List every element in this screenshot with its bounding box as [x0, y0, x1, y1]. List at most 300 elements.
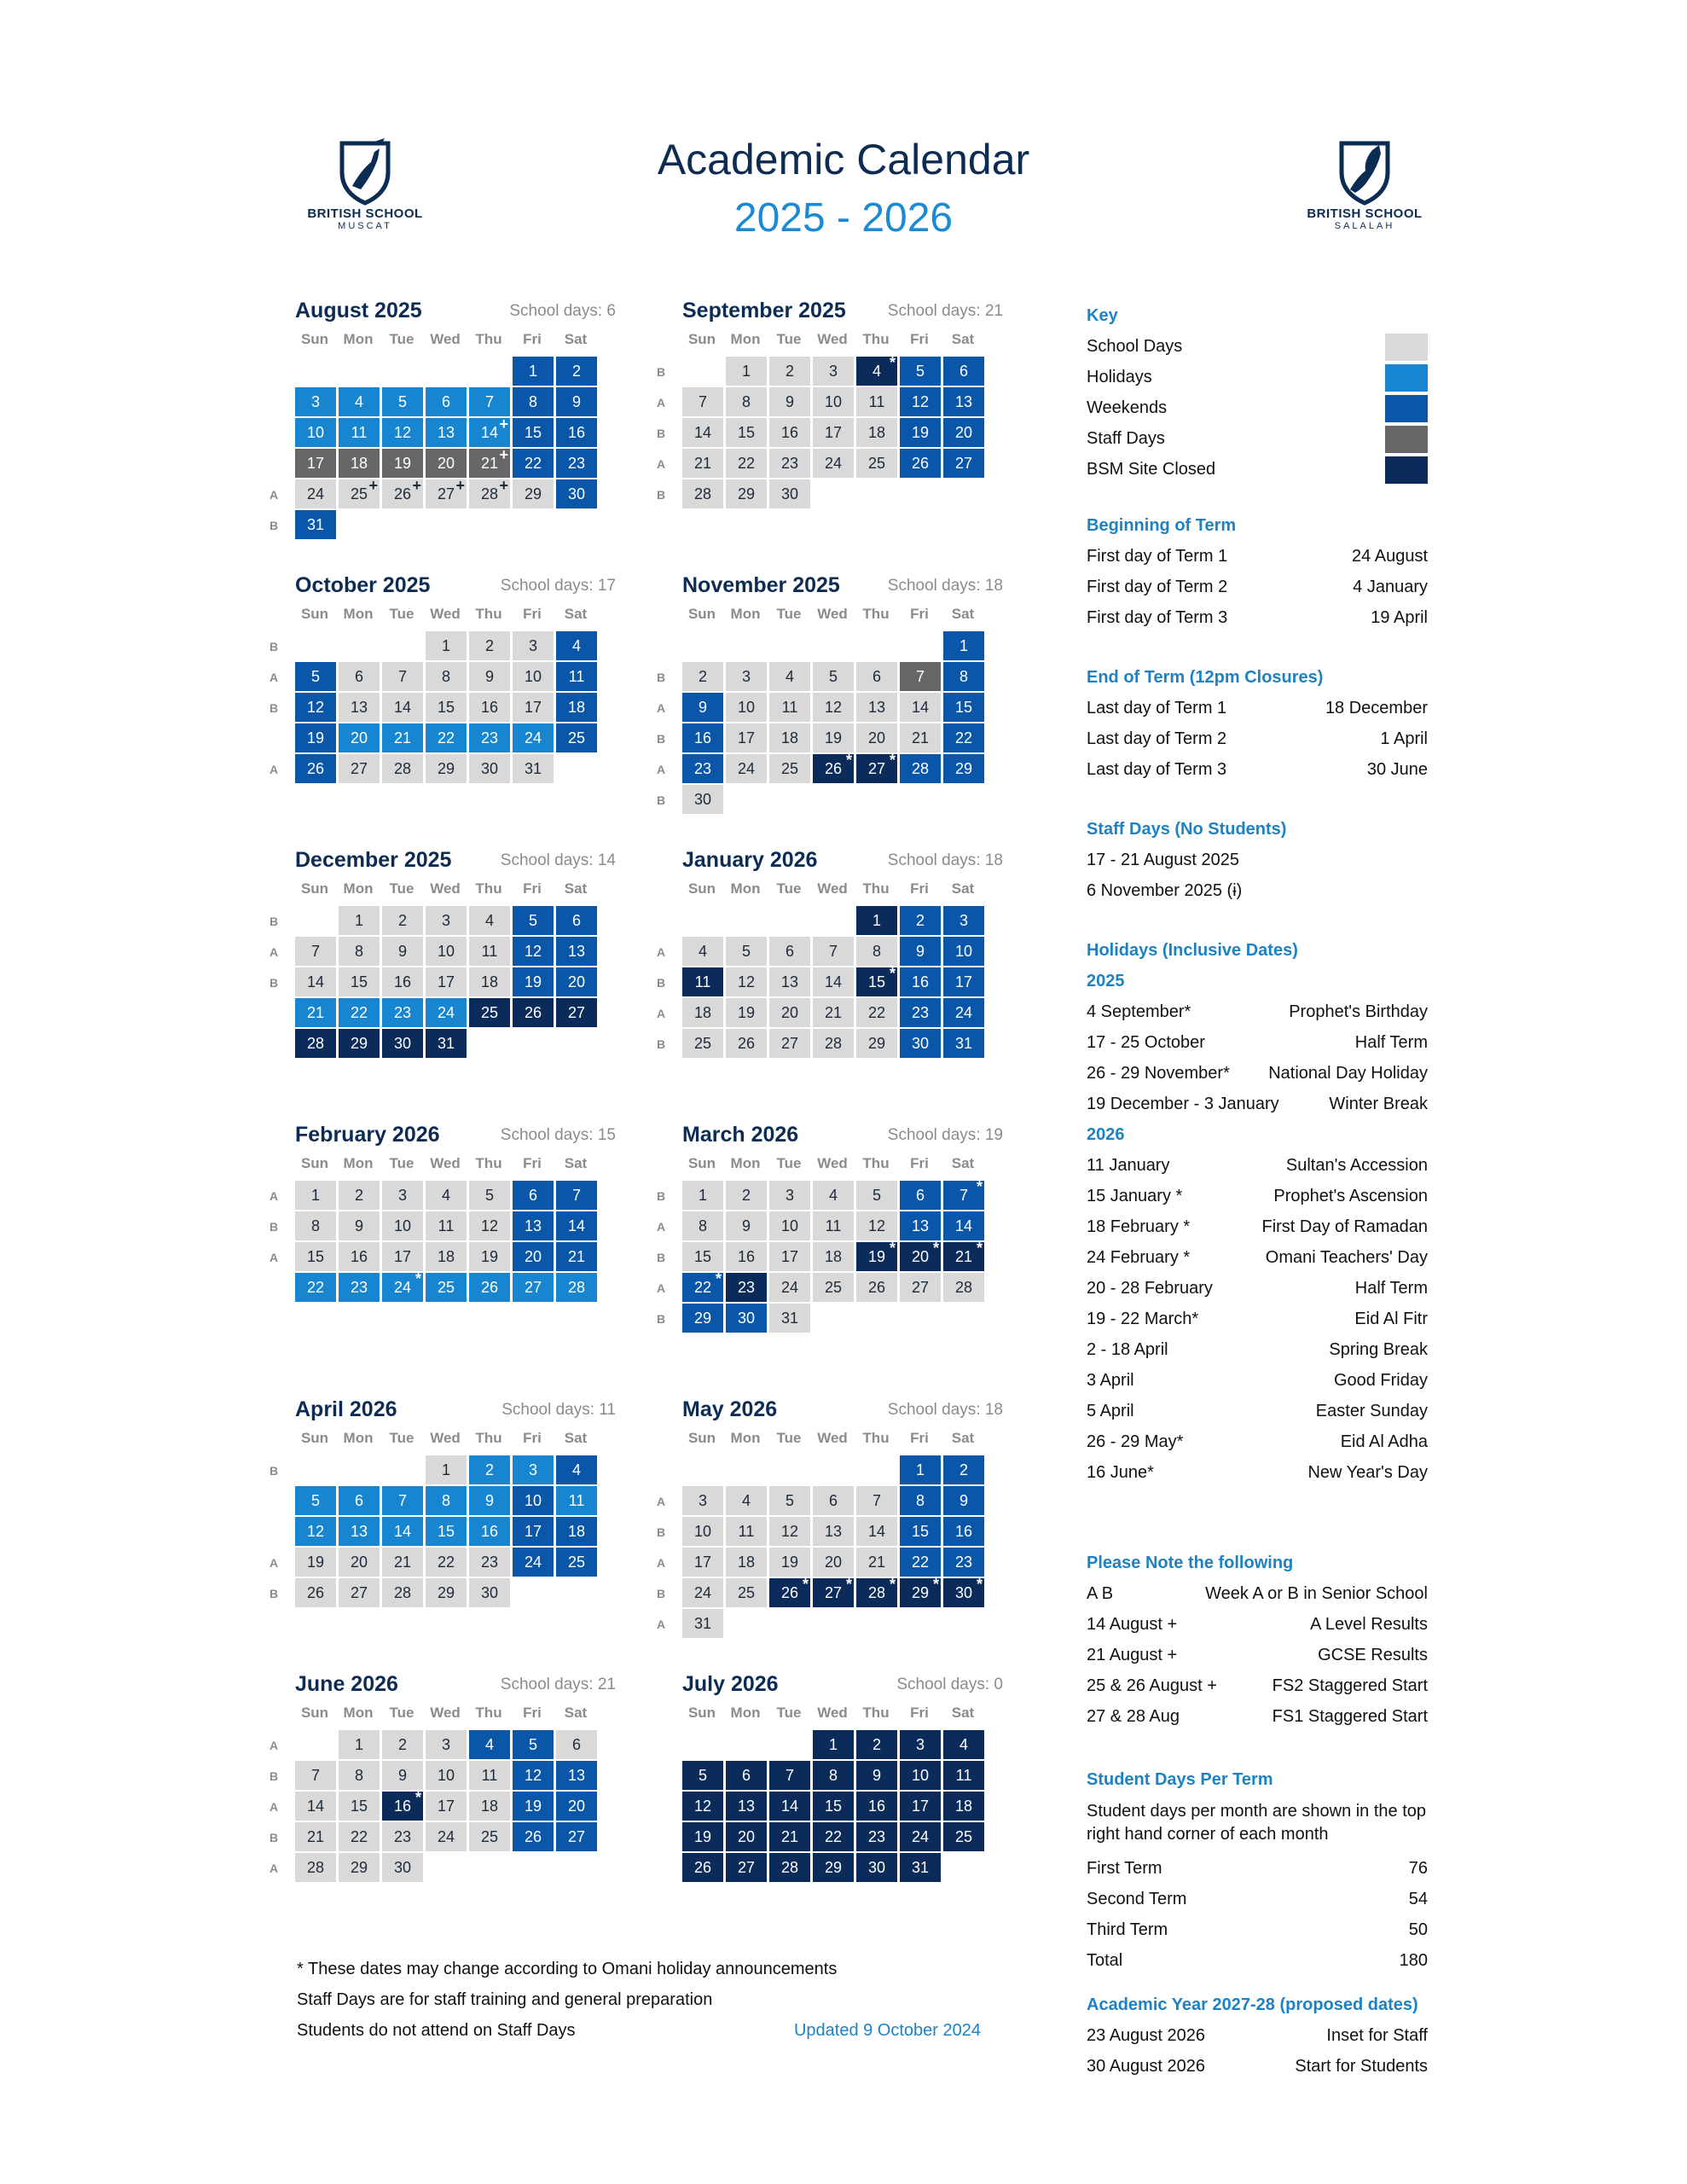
day-cell: 2: [556, 357, 597, 386]
day-cell: 8: [339, 1761, 380, 1790]
day-header: Wed: [430, 1705, 461, 1721]
day-cell: 20: [856, 723, 897, 752]
month-name: May 2026: [682, 1397, 778, 1421]
week-label: A: [657, 1495, 666, 1508]
day-cell: 26: [513, 998, 554, 1027]
day-header: Fri: [523, 880, 542, 897]
day-cell: 2: [856, 1730, 897, 1759]
month-june-2026: [270, 1672, 616, 1914]
day-cell: 22: [339, 1822, 380, 1851]
week-label: A: [657, 1556, 666, 1570]
week-label: A: [657, 1618, 666, 1631]
day-cell: 6: [943, 357, 984, 386]
day-header: Tue: [776, 1155, 802, 1171]
day-cell: 6: [769, 937, 810, 966]
day-cell: 16: [769, 418, 810, 447]
day-header: Sun: [300, 1705, 329, 1721]
day-cell: 5: [382, 387, 423, 416]
student-days-section: [1087, 1764, 1428, 1976]
day-cell: 7: [856, 1486, 897, 1515]
day-cell: 27 +: [426, 479, 467, 508]
day-cell: 29 *: [900, 1578, 941, 1607]
day-cell: 24 *: [382, 1273, 423, 1302]
day-header: Sun: [300, 1155, 329, 1171]
day-cell: 25: [469, 998, 510, 1027]
day-cell: 30: [900, 1029, 941, 1058]
day-header: Tue: [776, 880, 802, 897]
holiday: [1087, 1211, 1428, 1242]
updated-date: Updated 9 October 2024: [793, 2021, 981, 2040]
proposed-date: [1087, 2051, 1428, 2082]
day-cell: 13: [426, 418, 467, 447]
month-name: October 2025: [295, 573, 431, 597]
day-cell: 22: [856, 998, 897, 1027]
day-cell: 9: [943, 1486, 984, 1515]
day-header: Tue: [776, 606, 802, 622]
day-cell: 9: [469, 1486, 510, 1515]
day-cell: 13: [856, 693, 897, 722]
day-header: Sat: [951, 1430, 975, 1446]
academic-years: 2025 - 2026: [733, 195, 954, 241]
day-cell: 11: [469, 937, 510, 966]
week-label: B: [270, 1464, 279, 1478]
school-days-count: School days: 18: [887, 851, 1003, 869]
day-header: Fri: [910, 331, 929, 347]
day-header: Wed: [817, 1155, 848, 1171]
holiday: [1087, 1027, 1428, 1058]
day-cell: 20: [339, 1548, 380, 1577]
date-marker: *: [889, 354, 896, 371]
note: [1087, 1640, 1428, 1670]
week-label: B: [657, 365, 666, 379]
day-cell: 23: [382, 1822, 423, 1851]
logo-salalah: [1288, 136, 1441, 232]
term-end-label: Last day of Term 3: [1087, 760, 1227, 779]
holiday-value: Half Term: [1354, 1033, 1428, 1052]
day-cell: 27: [556, 998, 597, 1027]
day-cell: 3: [943, 906, 984, 935]
week-label: A: [270, 1800, 279, 1814]
day-cell: 22: [295, 1273, 336, 1302]
day-cell: 7 *: [943, 1181, 984, 1210]
day-cell: 19: [513, 1792, 554, 1821]
day-cell: 18: [469, 967, 510, 996]
key-swatch: [1385, 334, 1428, 361]
day-cell: 17: [943, 967, 984, 996]
term-end: [1087, 693, 1428, 723]
month-name: April 2026: [295, 1397, 397, 1421]
day-cell: 11: [682, 967, 723, 996]
term-end-label: Last day of Term 1: [1087, 699, 1227, 717]
day-cell: 4: [556, 631, 597, 660]
day-cell: 31: [426, 1029, 467, 1058]
staff-day-label: 17 - 21 August 2025: [1087, 851, 1240, 869]
day-cell: 25: [769, 754, 810, 783]
week-label: A: [270, 945, 279, 959]
day-cell: 26: [726, 1029, 767, 1058]
key-label: BSM Site Closed: [1087, 460, 1216, 479]
school-days-count: School days: 0: [896, 1676, 1003, 1693]
day-cell: 22 *: [682, 1273, 723, 1302]
date-marker: *: [889, 965, 896, 982]
beginning-section: [1087, 510, 1428, 633]
week-label: B: [657, 1525, 666, 1539]
school-days-count: School days: 6: [509, 302, 616, 320]
day-cell: 7: [295, 937, 336, 966]
day-cell: 16: [726, 1242, 767, 1271]
day-header: Thu: [862, 606, 890, 622]
logo-muscat-line2: MUSCAT: [338, 221, 392, 231]
day-cell: 9: [469, 662, 510, 691]
day-cell: 8: [943, 662, 984, 691]
day-cell: 15: [339, 1792, 380, 1821]
day-header: Thu: [475, 1155, 502, 1171]
week-label: B: [270, 640, 279, 653]
day-cell: 25 +: [339, 479, 380, 508]
key-section: [1087, 300, 1428, 485]
day-cell: 14: [382, 693, 423, 722]
day-cell: 5: [769, 1486, 810, 1515]
day-cell: 24: [426, 1822, 467, 1851]
week-label: B: [657, 793, 666, 807]
day-cell: 24: [769, 1273, 810, 1302]
day-cell: 23: [900, 998, 941, 1027]
holiday: [1087, 1457, 1428, 1488]
day-cell: 12: [513, 937, 554, 966]
day-cell: 24: [943, 998, 984, 1027]
week-label: A: [657, 396, 666, 410]
day-cell: 10: [426, 1761, 467, 1790]
day-cell: 3: [426, 906, 467, 935]
note-label: A B: [1087, 1584, 1114, 1603]
day-cell: 13: [339, 693, 380, 722]
week-label: A: [270, 1739, 279, 1752]
week-label: B: [657, 1037, 666, 1051]
holiday-year: 2026: [1087, 1125, 1125, 1144]
day-cell: 19: [726, 998, 767, 1027]
day-cell: 17: [513, 1517, 554, 1546]
day-cell: 22: [900, 1548, 941, 1577]
day-cell: 9: [726, 1211, 767, 1240]
key-item: [1087, 331, 1428, 362]
day-header: Fri: [523, 331, 542, 347]
month-march-2026: [657, 1123, 1003, 1365]
day-cell: 5: [295, 662, 336, 691]
date-marker: +: [412, 477, 421, 494]
day-cell: 4: [769, 662, 810, 691]
day-header: Thu: [862, 331, 890, 347]
day-cell: 18: [769, 723, 810, 752]
day-cell: 17: [900, 1792, 941, 1821]
day-cell: 4: [339, 387, 380, 416]
day-cell: 8: [426, 1486, 467, 1515]
day-cell: 28: [295, 1853, 336, 1882]
day-cell: 10: [943, 937, 984, 966]
day-cell: 20: [556, 1792, 597, 1821]
day-cell: 7: [682, 387, 723, 416]
month-name: March 2026: [682, 1123, 799, 1147]
day-cell: 27 *: [813, 1578, 854, 1607]
day-header: Tue: [389, 1155, 415, 1171]
term-end-value: 18 December: [1325, 699, 1428, 717]
day-cell: 14: [556, 1211, 597, 1240]
day-cell: 5: [900, 357, 941, 386]
week-label: B: [657, 976, 666, 990]
day-cell: 26: [469, 1273, 510, 1302]
holiday-value: Half Term: [1354, 1279, 1428, 1298]
day-cell: 4 *: [856, 357, 897, 386]
term-start-value: 4 January: [1353, 578, 1428, 596]
day-cell: 15: [813, 1792, 854, 1821]
date-marker: *: [845, 752, 852, 769]
holiday-value: First Day of Ramadan: [1261, 1217, 1428, 1236]
day-cell: 25: [856, 449, 897, 478]
month-january-2026: [657, 848, 1003, 1090]
week-label: A: [270, 1189, 279, 1203]
term-start-label: First day of Term 3: [1087, 608, 1228, 627]
day-cell: 8: [426, 662, 467, 691]
day-header: Tue: [389, 1430, 415, 1446]
key-swatch: [1385, 395, 1428, 422]
day-cell: 14: [943, 1211, 984, 1240]
date-marker: *: [845, 1576, 852, 1593]
day-cell: 17: [382, 1242, 423, 1271]
term-end-value: 1 April: [1380, 729, 1428, 748]
day-header: Tue: [389, 606, 415, 622]
month-name: July 2026: [682, 1672, 779, 1696]
note-value: FS1 Staggered Start: [1272, 1707, 1428, 1726]
day-cell: 24: [513, 723, 554, 752]
day-cell: 11: [943, 1761, 984, 1790]
day-cell: 5: [469, 1181, 510, 1210]
day-cell: 3: [813, 357, 854, 386]
note-value: A Level Results: [1310, 1615, 1428, 1634]
day-header: Fri: [523, 1705, 542, 1721]
day-cell: 26 *: [813, 754, 854, 783]
day-cell: 28: [900, 754, 941, 783]
day-cell: 30: [469, 754, 510, 783]
day-cell: 31: [900, 1853, 941, 1882]
day-cell: 7: [900, 662, 941, 691]
day-cell: 7: [382, 662, 423, 691]
day-cell: 30 *: [943, 1578, 984, 1607]
day-cell: 17: [813, 418, 854, 447]
week-label: B: [270, 976, 279, 990]
day-header: Sat: [564, 1155, 588, 1171]
day-cell: 14: [900, 693, 941, 722]
holiday-value: Spring Break: [1329, 1340, 1428, 1359]
day-cell: 19: [295, 723, 336, 752]
week-label: A: [657, 457, 666, 471]
day-cell: 24: [426, 998, 467, 1027]
week-label: B: [270, 1587, 279, 1600]
day-cell: 6: [813, 1486, 854, 1515]
day-cell: 7: [556, 1181, 597, 1210]
day-cell: 15: [339, 967, 380, 996]
day-cell: 20: [556, 967, 597, 996]
footer-line: * These dates may change according to Omani holiday announcements: [297, 1960, 838, 1978]
day-cell: 25: [726, 1578, 767, 1607]
day-cell: 12: [856, 1211, 897, 1240]
day-cell: 10: [682, 1517, 723, 1546]
day-cell: 29: [726, 479, 767, 508]
holiday-label: 17 - 25 October: [1087, 1033, 1205, 1052]
day-cell: 1: [295, 1181, 336, 1210]
day-cell: 19: [382, 449, 423, 478]
date-marker: *: [889, 1576, 896, 1593]
week-label: A: [270, 1251, 279, 1264]
day-cell: 28: [556, 1273, 597, 1302]
next-year-heading: Academic Year 2027-28 (proposed dates): [1087, 1995, 1418, 2014]
day-cell: 11: [726, 1517, 767, 1546]
day-cell: 17: [513, 693, 554, 722]
day-cell: 3: [426, 1730, 467, 1759]
holiday-label: 24 February *: [1087, 1248, 1191, 1267]
school-days-count: School days: 14: [500, 851, 616, 869]
term-days-label: First Term: [1087, 1859, 1162, 1878]
day-header: Sat: [951, 880, 975, 897]
holiday: [1087, 1304, 1428, 1334]
day-cell: 25: [943, 1822, 984, 1851]
day-cell: 15: [295, 1242, 336, 1271]
holiday-label: 19 December - 3 January: [1087, 1095, 1279, 1113]
day-header: Fri: [523, 1430, 542, 1446]
week-label: A: [657, 701, 666, 715]
day-cell: 14: [382, 1517, 423, 1546]
day-cell: 8: [813, 1761, 854, 1790]
day-header: Thu: [862, 1430, 890, 1446]
day-header: Tue: [776, 331, 802, 347]
week-label: B: [657, 671, 666, 684]
proposed-date-label: 30 August 2026: [1087, 2057, 1206, 2076]
day-cell: 26: [900, 449, 941, 478]
date-marker: *: [415, 1270, 421, 1287]
key-swatch: [1385, 456, 1428, 484]
day-cell: 20: [426, 449, 467, 478]
key-item: [1087, 362, 1428, 392]
day-cell: 15: [682, 1242, 723, 1271]
day-cell: 7: [469, 387, 510, 416]
week-label: A: [270, 763, 279, 776]
day-cell: 16: [556, 418, 597, 447]
day-cell: 25: [813, 1273, 854, 1302]
day-cell: 13: [726, 1792, 767, 1821]
day-cell: 18: [556, 693, 597, 722]
day-header: Mon: [343, 1705, 374, 1721]
day-cell: 29: [339, 1029, 380, 1058]
day-cell: 6: [856, 662, 897, 691]
day-cell: 3: [513, 1455, 554, 1484]
day-cell: 4: [943, 1730, 984, 1759]
footer-line: Staff Days are for staff training and general preparation: [297, 1990, 713, 2009]
holiday-label: 15 January *: [1087, 1187, 1183, 1205]
day-cell: 21: [900, 723, 941, 752]
day-cell: 11: [769, 693, 810, 722]
key-label: School Days: [1087, 337, 1183, 356]
week-label: B: [657, 427, 666, 440]
day-cell: 21: [382, 723, 423, 752]
month-september-2025: [657, 299, 1003, 541]
day-cell: 16: [900, 967, 941, 996]
day-cell: 21: [769, 1822, 810, 1851]
day-cell: 16: [382, 967, 423, 996]
day-cell: 16: [856, 1792, 897, 1821]
day-header: Thu: [475, 606, 502, 622]
day-cell: 29: [426, 754, 467, 783]
day-cell: 23: [682, 754, 723, 783]
day-header: Wed: [817, 1705, 848, 1721]
holidays-section: [1087, 935, 1428, 1488]
holiday-value: Omani Teachers' Day: [1265, 1248, 1428, 1267]
day-header: Tue: [389, 1705, 415, 1721]
day-header: Mon: [730, 606, 761, 622]
day-cell: 18: [339, 449, 380, 478]
day-cell: 10: [813, 387, 854, 416]
day-header: Sun: [300, 1430, 329, 1446]
day-cell: 6: [556, 1730, 597, 1759]
day-header: Sat: [951, 1155, 975, 1171]
day-header: Wed: [817, 1430, 848, 1446]
note: [1087, 1578, 1428, 1609]
day-cell: 9: [856, 1761, 897, 1790]
key-swatch: [1385, 426, 1428, 453]
term-days-label: Total: [1087, 1951, 1123, 1970]
day-cell: 12: [295, 693, 336, 722]
date-marker: *: [889, 1240, 896, 1257]
day-cell: 12: [513, 1761, 554, 1790]
day-cell: 3: [900, 1730, 941, 1759]
day-cell: 15: [943, 693, 984, 722]
day-cell: 17: [295, 449, 336, 478]
note-label: 14 August +: [1087, 1615, 1178, 1634]
day-cell: 20: [769, 998, 810, 1027]
day-header: Sun: [687, 1155, 716, 1171]
day-header: Sun: [687, 1705, 716, 1721]
day-cell: 24: [726, 754, 767, 783]
week-label: B: [657, 1251, 666, 1264]
day-cell: 23: [943, 1548, 984, 1577]
day-cell: 29: [813, 1853, 854, 1882]
day-cell: 7: [382, 1486, 423, 1515]
term-days-label: Third Term: [1087, 1920, 1168, 1939]
month-name: August 2025: [295, 299, 422, 322]
day-cell: 18: [469, 1792, 510, 1821]
day-cell: 27 *: [856, 754, 897, 783]
week-label: B: [270, 519, 279, 532]
day-header: Tue: [776, 1705, 802, 1721]
day-cell: 1: [943, 631, 984, 660]
holiday-label: 19 - 22 March*: [1087, 1310, 1199, 1328]
day-cell: 14: [295, 1792, 336, 1821]
holiday-value: New Year's Day: [1307, 1463, 1428, 1482]
page-title: Academic Calendar: [657, 136, 1030, 183]
day-cell: 3: [726, 662, 767, 691]
date-marker: *: [976, 1178, 983, 1195]
holiday-label: 2 - 18 April: [1087, 1340, 1168, 1359]
day-cell: 6: [513, 1181, 554, 1210]
day-cell: 17: [426, 1792, 467, 1821]
day-cell: 27: [556, 1822, 597, 1851]
day-cell: 21 *: [943, 1242, 984, 1271]
key-item: [1087, 392, 1428, 423]
day-cell: 7: [769, 1761, 810, 1790]
day-cell: 11: [339, 418, 380, 447]
day-cell: 10: [382, 1211, 423, 1240]
day-cell: 31: [682, 1609, 723, 1638]
term-days: [1087, 1853, 1428, 1884]
beginning-heading: Beginning of Term: [1087, 516, 1237, 535]
day-header: Mon: [730, 1705, 761, 1721]
